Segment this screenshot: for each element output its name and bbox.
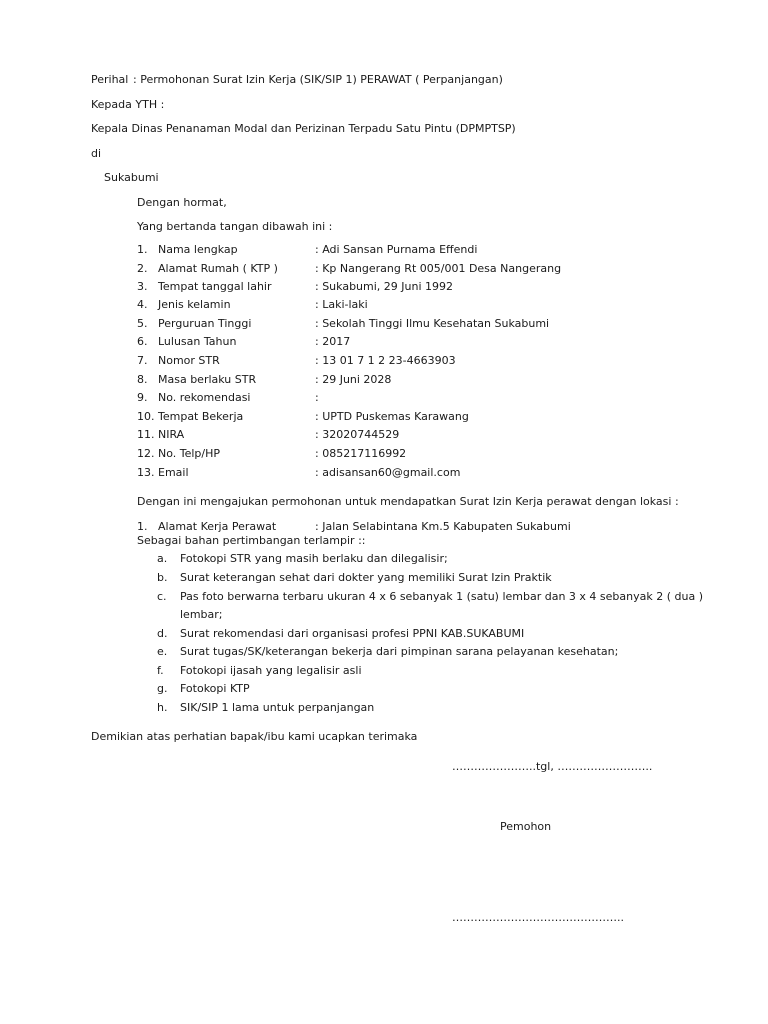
perihal-value: : Permohonan Surat Izin Kerja (SIK/SIP 1) PERAWAT ( Perpanjangan) — [133, 73, 503, 86]
field-number: 8. — [137, 373, 148, 386]
attachment-text: Surat rekomendasi dari organisasi profesi PPNI KAB.SUKABUMI — [180, 627, 525, 640]
field-value: : 13 01 7 1 2 23-4663903 — [315, 354, 456, 367]
field-value: : 29 Juni 2028 — [315, 373, 392, 386]
field-value: : Kp Nangerang Rt 005/001 Desa Nangerang — [315, 262, 562, 275]
field-label: Email — [158, 466, 189, 479]
field-value: : — [315, 391, 319, 404]
attachment-letter: a. — [157, 552, 168, 565]
attachment-text: Pas foto berwarna terbaru ukuran 4 x 6 sebanyak 1 (satu) lembar dan 3 x 4 sebanyak 2 ( dua ) — [180, 590, 704, 603]
attachment-text: Fotokopi KTP — [180, 682, 250, 695]
attachment-text: Surat tugas/SK/keterangan bekerja dari pimpinan sarana pelayanan kesehatan; — [180, 645, 619, 658]
field-label: Tempat Bekerja — [158, 410, 244, 423]
field-label: Lulusan Tahun — [158, 335, 237, 348]
field-value: : 085217116992 — [315, 447, 407, 460]
field-label: No. rekomendasi — [158, 391, 251, 404]
signer-role: Pemohon — [500, 820, 552, 833]
field-value: : 2017 — [315, 335, 351, 348]
field-label: No. Telp/HP — [158, 447, 221, 460]
attachment-text-continued: lembar; — [180, 608, 223, 621]
attachment-letter: b. — [157, 571, 168, 584]
field-number: 1. — [137, 243, 148, 256]
field-value: : UPTD Puskemas Karawang — [315, 410, 469, 423]
city-line: Sukabumi — [104, 171, 159, 184]
field-number: 7. — [137, 354, 148, 367]
field-label: Perguruan Tinggi — [158, 317, 252, 330]
attachment-letter: e. — [157, 645, 168, 658]
di-line: di — [91, 147, 102, 160]
attachment-letter: h. — [157, 701, 168, 714]
attachment-text: Fotokopi STR yang masih berlaku dan dilegalisir; — [180, 552, 448, 565]
field-number: 3. — [137, 280, 148, 293]
request-line: Dengan ini mengajukan permohonan untuk mendapatkan Surat Izin Kerja perawat dengan lokasi : — [137, 495, 679, 508]
field-label: Alamat Rumah ( KTP ) — [158, 262, 278, 275]
field-number: 5. — [137, 317, 148, 330]
field-number: 6. — [137, 335, 148, 348]
field-value: : adisansan60@gmail.com — [315, 466, 461, 479]
field-label: Masa berlaku STR — [158, 373, 257, 386]
field-value: : Sekolah Tinggi Ilmu Kesehatan Sukabumi — [315, 317, 550, 330]
attachment-letter: c. — [157, 590, 167, 603]
attachment-letter: g. — [157, 682, 168, 695]
attachment-text: SIK/SIP 1 lama untuk perpanjangan — [180, 701, 375, 714]
greeting: Dengan hormat, — [137, 196, 227, 209]
location-number: 1. — [137, 520, 148, 533]
field-label: Nama lengkap — [158, 243, 238, 256]
field-number: 2. — [137, 262, 148, 275]
field-number: 10. — [137, 410, 155, 423]
field-number: 13. — [137, 466, 155, 479]
attachments-intro: Sebagai bahan pertimbangan terlampir :: — [137, 534, 366, 547]
field-label: Tempat tanggal lahir — [158, 280, 272, 293]
location-value: : Jalan Selabintana Km.5 Kabupaten Sukabumi — [315, 520, 571, 533]
field-number: 12. — [137, 447, 155, 460]
attachment-text: Surat keterangan sehat dari dokter yang memiliki Surat Izin Praktik — [180, 571, 552, 584]
field-value: : Sukabumi, 29 Juni 1992 — [315, 280, 454, 293]
signature-line: ……………………………………….. — [452, 911, 624, 924]
field-number: 11. — [137, 428, 155, 441]
location-label: Alamat Kerja Perawat — [158, 520, 277, 533]
attachment-letter: d. — [157, 627, 168, 640]
closing-line: Demikian atas perhatian bapak/ibu kami ucapkan terimaka — [91, 730, 418, 743]
perihal-label: Perihal — [91, 73, 129, 86]
field-number: 4. — [137, 298, 148, 311]
field-value: : Adi Sansan Purnama Effendi — [315, 243, 478, 256]
field-value: : 32020744529 — [315, 428, 400, 441]
intro: Yang bertanda tangan dibawah ini : — [137, 220, 333, 233]
perihal-line — [91, 73, 503, 87]
field-label: Jenis kelamin — [158, 298, 231, 311]
recipient-line: Kepala Dinas Penanaman Modal dan Perizinan Terpadu Satu Pintu (DPMPTSP) — [91, 122, 516, 135]
attachment-letter: f. — [157, 664, 164, 677]
attachment-text: Fotokopi ijasah yang legalisir asli — [180, 664, 362, 677]
field-value: : Laki-laki — [315, 298, 368, 311]
field-label: Nomor STR — [158, 354, 220, 367]
kepada-line: Kepada YTH : — [91, 98, 165, 111]
field-label: NIRA — [158, 428, 185, 441]
field-number: 9. — [137, 391, 148, 404]
date-line: …………………..tgl, …………………….. — [452, 760, 653, 773]
